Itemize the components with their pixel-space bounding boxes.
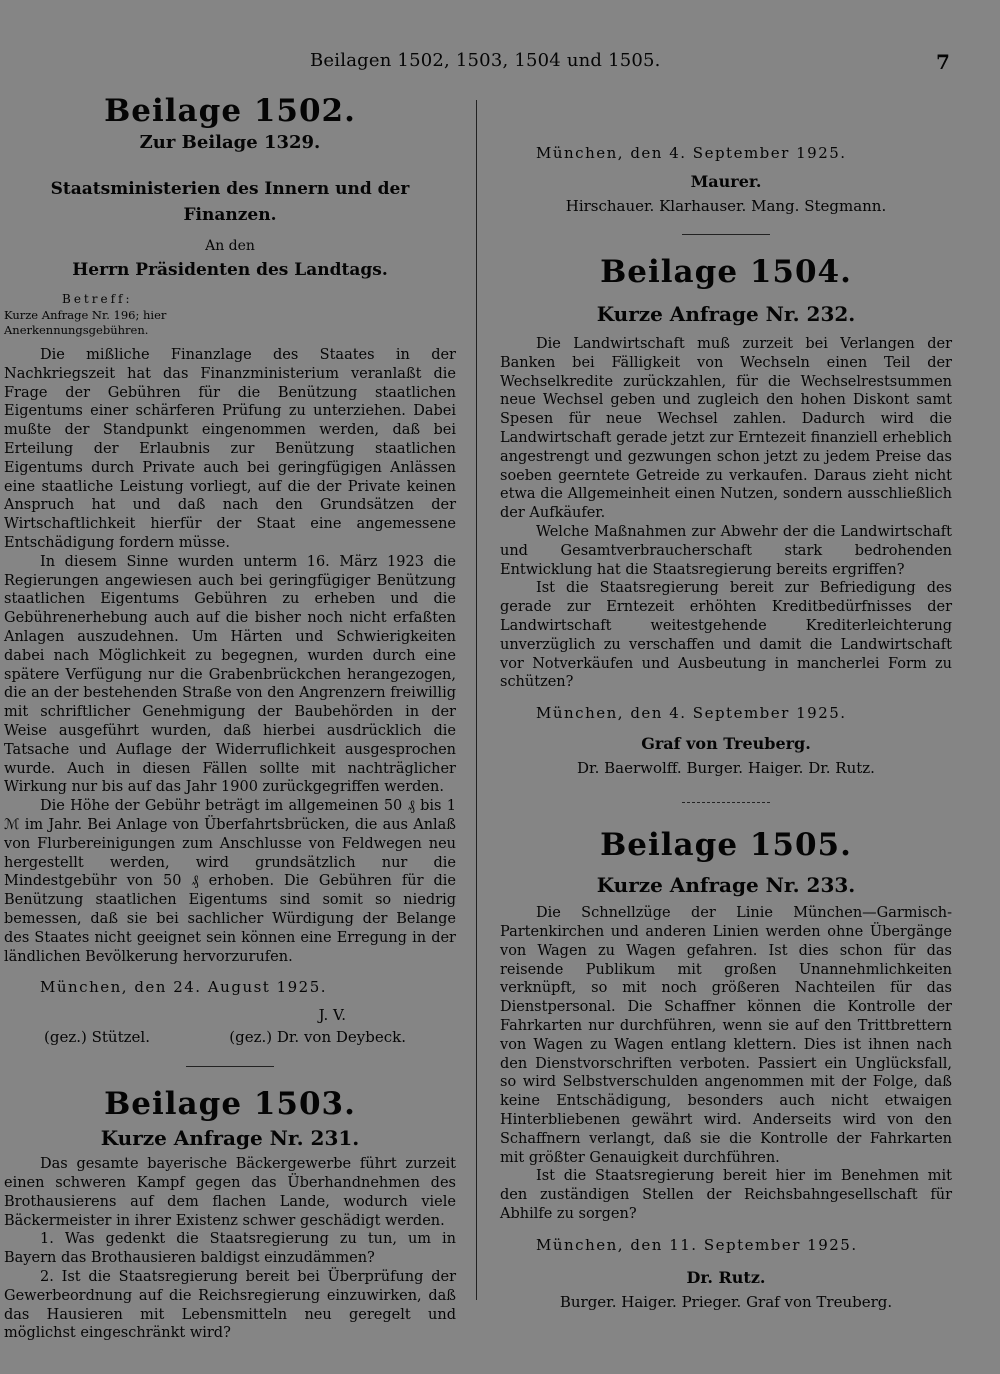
beilage-1504-paragraph-1: Die Landwirtschaft muß zurzeit bei Verlangen der Banken bei Fälligkeit von Wechseln einen Teil der Wechselkredite zurückzahlen, für die Wechselrestsummen neue Wechsel geben und zugleich den hohen Diskont samt Spesen für neue Wechsel zahlen. Dadurch wird die Landwirtschaft gerade jetzt zur Erntezeit finanziell erheblich angestrengt und gezwungen schon jetzt zu jedem Preise das soeben geerntete Getreide zu verkaufen. Daraus zieht nicht etwa die Allgemeinheit einen Nutzen, sondern ausschließlich der Aufkäufer. — [500, 336, 952, 522]
beilage-1503-cosigners: Hirschauer. Klarhauser. Mang. Stegmann. — [565, 197, 887, 215]
beilage-1502-signatures — [4, 1026, 456, 1048]
beilage-1504-signer: Graf von Treuberg. — [641, 734, 811, 754]
beilage-1502-paragraph-1: Die mißliche Finanzlage des Staates in der Nachkriegszeit hat das Finanzministerium veranlaßt die Frage der Gebühren für die Benützung staatlichen Eigentums einer schärferen Prüfung zu unterziehen. Dabei mußte der Standpunkt eingenommen werden, daß bei Erteilung der Erlaubnis zur Benützung staatlichen Eigentums durch Private auch bei geringfügigen Anlässen eine staatliche Leistung vorliegt, auf die der Private keinen Anspruch hat und daß nach den Grundsätzen der Wirtschaftlichkeit hierfür der Staat eine angemessene Entschädigung fordern müsse. — [4, 347, 456, 551]
beilage-1503-date: München, den 4. September 1925. — [536, 144, 847, 162]
section-rule — [186, 1066, 274, 1067]
beilage-1503-title: Beilage 1503. — [104, 1086, 356, 1123]
beilage-1504-title: Beilage 1504. — [600, 254, 852, 290]
beilage-1503-paragraph-1: Das gesamte bayerische Bäckergewerbe führt zurzeit einen schweren Kampf gegen das Überhandnehmen des Brothausierens auf dem flachen Lande, wodurch viele Bäckermeister in ihrer Existenz schwer geschädigt werden. — [4, 1156, 456, 1229]
column-divider — [476, 100, 477, 1300]
betreff-text: Kurze Anfrage Nr. 196; hier Anerkennungsgebühren. — [4, 308, 167, 337]
beilage-1505-cosigners: Burger. Haiger. Prieger. Graf von Treuberg. — [559, 1292, 893, 1311]
an-den: An den — [205, 238, 255, 254]
beilage-1505-signer: Dr. Rutz. — [686, 1267, 766, 1287]
beilage-1503-paragraph-3: 2. Ist die Staatsregierung bereit bei Überprüfung der Gewerbeordnung auf die Reichsregierung einzuwirken, daß das Hausieren mit Lebensmitteln neu geregelt und möglichst eingeschränkt wird? — [4, 1269, 456, 1342]
beilage-1503-signer: Maurer. — [690, 172, 762, 191]
beilage-1504-date: München, den 4. September 1925. — [536, 704, 847, 723]
running-title: Beilagen 1502, 1503, 1504 und 1505. — [310, 50, 661, 71]
beilage-1503-paragraph-2: 1. Was gedenkt die Staatsregierung zu tun, um in Bayern das Brothausieren baldigst einzudämmen? — [4, 1231, 456, 1267]
section-rule — [682, 234, 770, 235]
iv-line: J. V. — [318, 1006, 346, 1025]
page-number: 7 — [936, 50, 950, 74]
beilage-1502-paragraph-2: In diesem Sinne wurden unterm 16. März 1923 die Regierungen angewiesen auch bei geringfügiger Benützung staatlichen Eigentums Gebühren zu erheben und die Gebührenerhebung auch auf die bisher noch nicht erfaßten Anlagen auszudehnen. Um Härten und Schwierigkeiten dabei nach Möglichkeit zu begegnen, wurden durch eine spätere Verfügung nur die Grabenbrückchen herangezogen, die an der bestehenden Straße von den Angrenzern freiwillig mit schriftlicher Genehmigung der Baubehörden in der Weise ausgeführt wurden, daß hierbei ausdrücklich die Tatsache und Auflage der Widerruflichkeit ausgesprochen wurde. Auch in diesen Fällen sollte mit nachträglicher Wirkung nur bis auf das Jahr 1900 zurückgegriffen werden. — [4, 553, 456, 796]
beilage-1504-cosigners: Dr. Baerwolff. Burger. Haiger. Dr. Rutz. — [577, 759, 875, 778]
ministry-line: Staatsministerien des Innern und der Finanzen. — [50, 179, 410, 225]
beilage-1504-paragraph-2: Welche Maßnahmen zur Abwehr der die Landwirtschaft und Gesamtverbraucherschaft stark bedrohenden Entwicklung hat die Staatsregierung bereits ergriffen? — [500, 523, 952, 578]
beilage-1505-anfrage: Kurze Anfrage Nr. 233. — [596, 873, 856, 898]
section-rule — [682, 802, 770, 804]
signature-deybeck: (gez.) Dr. von Deybeck. — [229, 1028, 406, 1047]
addressee: Herrn Präsidenten des Landtags. — [72, 260, 388, 280]
beilage-1504-anfrage: Kurze Anfrage Nr. 232. — [596, 302, 856, 326]
beilage-1505-title: Beilage 1505. — [600, 827, 852, 864]
beilage-1502-ref: Zur Beilage 1329. — [139, 132, 321, 153]
beilage-1505-paragraph-1: Die Schnellzüge der Linie München—Garmisch-Partenkirchen und anderen Linien werden ohne Übergänge von Wagen zu Wagen gefahren. Ist dies schon für das reisende Publikum mit großen Unannehmlichkeiten verknüpft, so mit noch größeren Nachteilen für das Dienstpersonal. Die Schaffner können die Kontrolle der Fahrkarten nur durchführen, wenn sie auf den Trittbrettern von Wagen zu Wagen entlang klettern. Dies ist ihnen nach den Dienstvorschriften verboten. Passiert ein Unglücksfall, so wird Selbstverschulden angenommen mit der Folge, daß keine Entschädigung, besonders auch nicht etwaigen Hinterbliebenen gewährt wird. Anderseits wird von den Schaffnern verlangt, daß sie die Kontrolle der Fahrkarten mit größter Genauigkeit durchführen. — [500, 905, 952, 1166]
beilage-1505-date: München, den 11. September 1925. — [536, 1235, 858, 1254]
beilage-1502-title: Beilage 1502. — [104, 93, 356, 129]
beilage-1503-anfrage: Kurze Anfrage Nr. 231. — [100, 1126, 360, 1151]
right-column — [500, 96, 952, 1314]
beilage-1502-paragraph-3: Die Höhe der Gebühr beträgt im allgemeinen 50 ₰ bis 1 ℳ im Jahr. Bei Anlage von Überfahrtsbrücken, die aus Anlaß von Flurbereinigungen zum Anschlusse von Feldwegen neu hergestellt werden, wird grundsätzlich nur die Mindestgebühr von 50 ₰ erhoben. Die Gebühren für die Benützung staatlichen Eigentums sind somit so niedrig bemessen, daß sie bei sachlicher Würdigung der Belange des Staates nicht geeignet sein können eine Erregung in der ländlichen Bevölkerung hervorzurufen. — [4, 798, 456, 965]
beilage-1505-paragraph-2: Ist die Staatsregierung bereit hier im Benehmen mit den zuständigen Stellen der Reichsbahngesellschaft für Abhilfe zu sorgen? — [500, 1168, 952, 1222]
signature-stuetzel: (gez.) Stützel. — [44, 1028, 150, 1047]
left-column — [4, 92, 456, 1343]
beilage-1502-date: München, den 24. August 1925. — [40, 978, 328, 997]
betreff-label: Betreff: — [62, 292, 133, 306]
beilage-1504-paragraph-3: Ist die Staatsregierung bereit zur Befriedigung des gerade zur Erntezeit erhöhten Kreditbedürfnisses der Landwirtschaft weitestgehende Krediterleichterung unverzüglich zu verschaffen und damit die Landwirtschaft vor Notverkäufen und Ausbeutung in mancherlei Form zu schützen? — [500, 580, 952, 691]
